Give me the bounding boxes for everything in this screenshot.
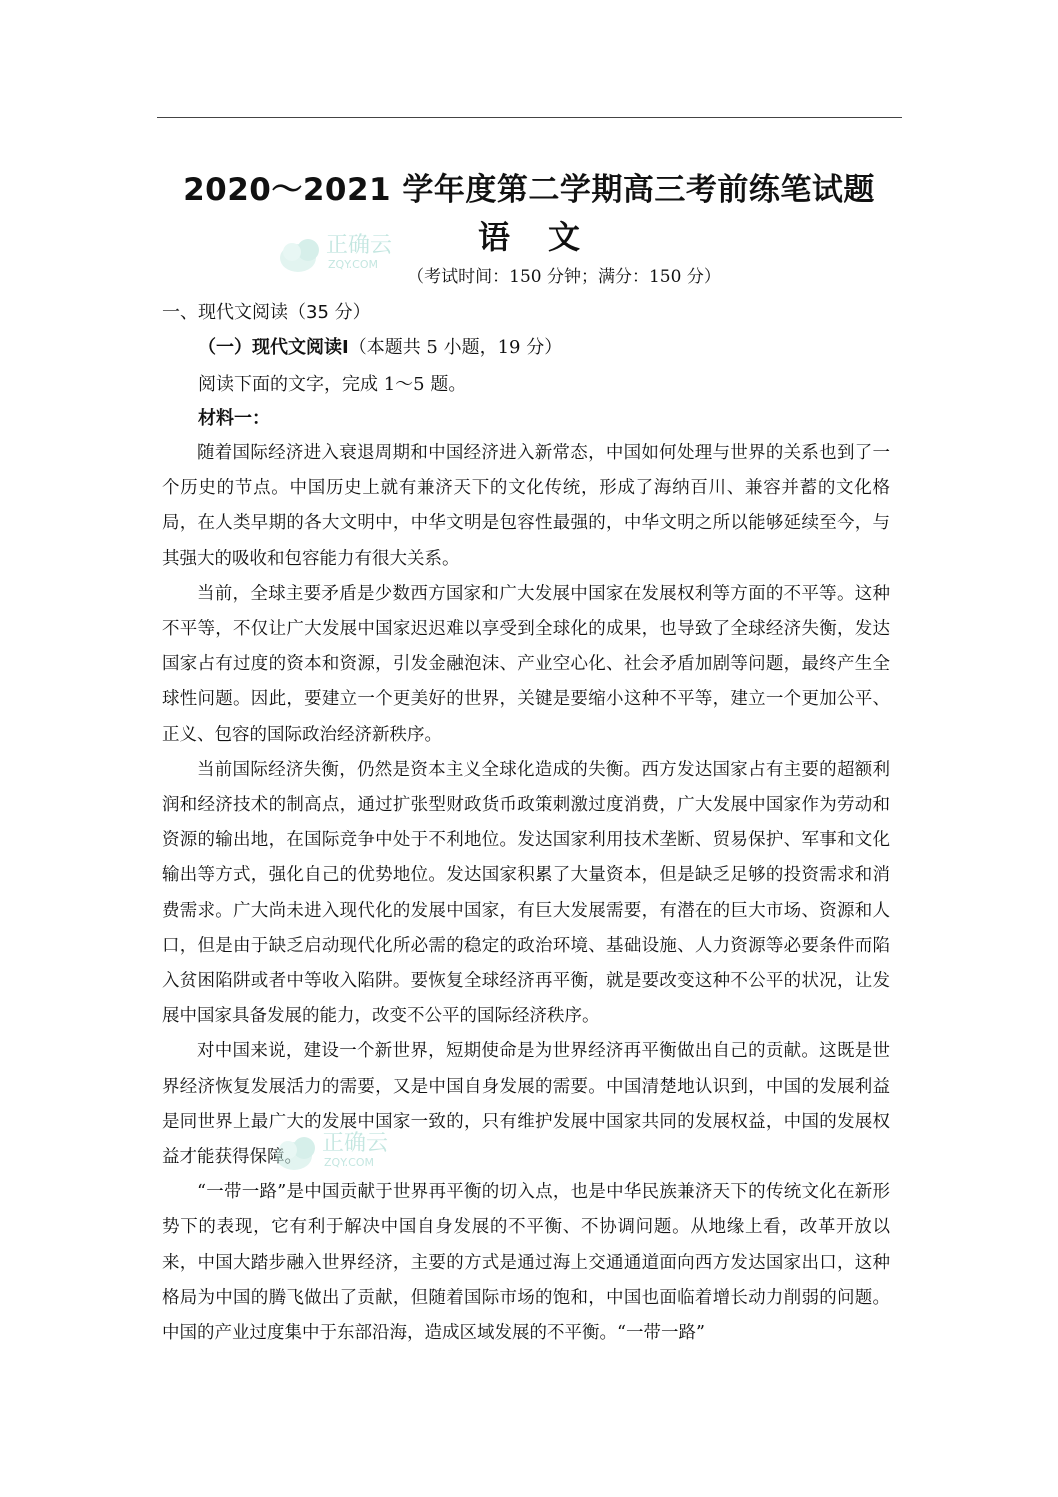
watermark-logo <box>276 222 416 286</box>
passage <box>162 436 890 1351</box>
watermark-text: 正确云 <box>322 1131 389 1156</box>
paragraph: 随着国际经济进入衰退周期和中国经济进入新常态，中国如何处理与世界的关系也到了一个历史的节点。中国历史上就有兼济天下的文化传统，形成了海纳百川、兼容并蓄的文化格局，在人类早期的各大文明中，中华文明是包容性最强的，中华文明之所以能够延续至今，与其强大的吸收和包容能力有很大关系。 <box>162 443 890 569</box>
paragraph: 当前国际经济失衡，仍然是资本主义全球化造成的失衡。西方发达国家占有主要的超额利润和经济技术的制高点，通过扩张型财政货币政策刺激过度消费，广大发展中国家作为劳动和资源的输出地，在国际竞争中处于不利地位。发达国家利用技术垄断、贸易保护、军事和文化输出等方式，强化自己的优势地位。发达国家积累了大量资本，但是缺乏足够的投资需求和消费需求。广大尚未进入现代化的发展中国家，有巨大发展需要，有潜在的巨大市场、资源和人口，但是由于缺乏启动现代化所必需的稳定的政治环境、基础设施、人力资源等必要条件而陷入贫困陷阱或者中等收入陷阱。要恢复全球经济再平衡，就是要改变这种不公平的状况，让发展中国家具备发展的能力，改变不公平的国际经济秩序。 <box>162 759 890 1027</box>
subsection-heading <box>198 333 562 359</box>
reading-instruction: 阅读下面的文字，完成 1～5 题。 <box>198 374 467 395</box>
paragraph: 当前，全球主要矛盾是少数西方国家和广大发展中国家在发展权利等方面的不平等。这种不平等，不仅让广大发展中国家迟迟难以享受到全球化的成果，也导致了全球经济失衡，发达国家占有过度的资本和资源，引发金融泡沫、产业空心化、社会矛盾加剧等问题，最终产生全球性问题。因此，要建立一个更美好的世界，关键是要缩小这种不平等，建立一个更加公平、正义、包容的国际政治经济新秩序。 <box>162 583 890 745</box>
exam-title: 2020～2021 学年度第二学期高三考前练笔试题 <box>183 172 875 208</box>
material-label: 材料一： <box>198 408 270 429</box>
exam-info: （考试时间：150 分钟；满分：150 分） <box>407 267 721 287</box>
watermark-domain: ZQY.COM <box>324 1156 375 1169</box>
watermark-logo <box>272 1120 412 1184</box>
watermark-domain: ZQY.COM <box>328 258 379 271</box>
paragraph: “一带一路”是中国贡献于世界再平衡的切入点，也是中华民族兼济天下的传统文化在新形势下的表现，它有利于解决中国自身发展的不平衡、不协调问题。从地缘上看，改革开放以来，中国大踏步融入世界经济，主要的方式是通过海上交通通道面向西方发达国家出口，这种格局为中国的腾飞做出了贡献，但随着国际市场的饱和，中国也面临着增长动力削弱的问题。中国的产业过度集中于东部沿海，造成区域发展的不平衡。“一带一路” <box>162 1182 890 1344</box>
header-rule <box>157 117 902 118</box>
watermark-text: 正确云 <box>326 233 393 258</box>
paragraph: 对中国来说，建设一个新世界，短期使命是为世界经济再平衡做出自己的贡献。这既是世界经济恢复发展活力的需要，又是中国自身发展的需要。中国清楚地认识到，中国的发展利益是同世界上最广大的发展中国家一致的，只有维护发展中国家共同的发展权益，中国的发展权益才能获得保障。 <box>162 1041 890 1168</box>
subsection-title: （一）现代文阅读Ⅰ <box>198 337 349 358</box>
subsection-note: （本题共 5 小题，19 分） <box>348 337 563 358</box>
section-heading: 一、现代文阅读（35 分） <box>162 302 371 323</box>
subject-title: 语文 <box>477 218 618 256</box>
